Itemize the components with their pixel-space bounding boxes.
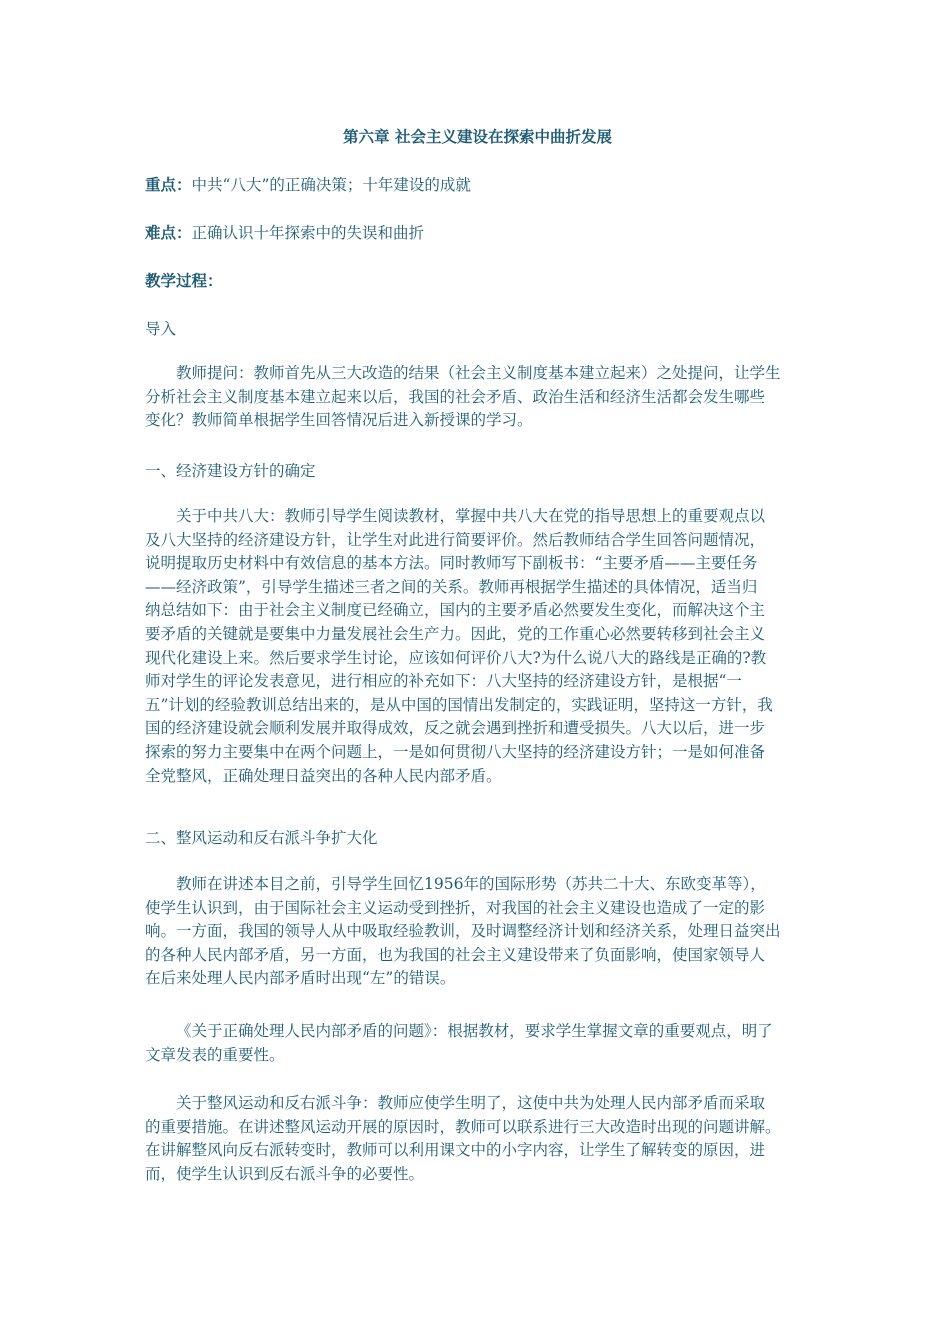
- difficulties-line: [145, 222, 810, 244]
- paragraph-line: 响。一方面，我国的领导人从中吸取经验教训，及时调整经济计划和经济关系，处理日益突出: [145, 922, 781, 941]
- difficulties-text: 正确认识十年探索中的失误和曲折: [191, 224, 425, 242]
- paragraph-line: 关于中共八大：教师引导学生阅读教材，掌握中共八大在党的指导思想上的重要观点以: [176, 507, 766, 525]
- section2-paragraph-3: [145, 1092, 813, 1186]
- paragraph-line: 使学生认识到，由于国际社会主义运动受到挫折，对我国的社会主义建设也造成了一定的影: [145, 898, 766, 917]
- paragraph-line: 在讲解整风向反右派转变时，教师可以利用课文中的小字内容，让学生了解转变的原因，进: [145, 1141, 766, 1160]
- paragraph-line: 现代化建设上来。然后要求学生讨论，应该如何评价八大?为什么说八大的路线是正确的?教: [145, 648, 767, 667]
- chapter-title: 第六章 社会主义建设在探索中曲折发展: [343, 128, 612, 146]
- section2-paragraph-2: [145, 1020, 813, 1067]
- paragraph-line: 的重要措施。在讲述整风运动开展的原因时，教师可以联系进行三大改造时出现的问题讲解。: [145, 1117, 781, 1136]
- paragraph-line: 纳总结如下：由于社会主义制度已经确立，国内的主要矛盾必然要发生变化，而解决这个主: [145, 601, 766, 620]
- paragraph-line: 探索的努力主要集中在两个问题上，一是如何贯彻八大坚持的经济建设方针；一是如何准备: [145, 742, 766, 761]
- section1-paragraph: [145, 505, 813, 788]
- process-heading: 教学过程：: [145, 272, 223, 290]
- paragraph-line: 变化？教师简单根据学生回答情况后进入新授课的学习。: [145, 411, 533, 430]
- key-points-text: 中共“八大”的正确决策；十年建设的成就: [191, 176, 471, 194]
- paragraph-line: 的各种人民内部矛盾，另一方面，也为我国的社会主义建设带来了负面影响，使国家领导人: [145, 945, 766, 964]
- intro-paragraph: [145, 362, 813, 433]
- paragraph-line: 全党整风，正确处理日益突出的各种人民内部矛盾。: [145, 766, 502, 785]
- section1-heading: 一、经济建设方针的确定: [145, 462, 316, 480]
- paragraph-line: 文章发表的重要性。: [145, 1045, 285, 1064]
- paragraph-line: 说明提取历史材料中有效信息的基本方法。同时教师写下副板书：“主要矛盾——主要任务: [145, 554, 758, 573]
- key-points-label: 重点：: [145, 176, 192, 194]
- paragraph-line: 五”计划的经验教训总结出来的，是从中国的国情出发制定的，实践证明，坚持这一方针，我: [145, 695, 773, 714]
- difficulties-label: 难点：: [145, 224, 192, 242]
- paragraph-line: 关于整风运动和反右派斗争：教师应使学生明了，这使中共为处理人民内部矛盾而采取: [176, 1094, 766, 1112]
- paragraph-line: 《关于正确处理人民内部矛盾的问题》：根据教材，要求学生掌握文章的重要观点，明了: [176, 1022, 773, 1040]
- paragraph-line: 在后来处理人民内部矛盾时出现“左”的错误。: [145, 969, 456, 988]
- key-points-line: [145, 174, 810, 196]
- paragraph-line: 而，使学生认识到反右派斗争的必要性。: [145, 1164, 425, 1183]
- paragraph-line: 教师提问：教师首先从三大改造的结果（社会主义制度基本建立起来）之处提问，让学生: [176, 364, 781, 382]
- intro-heading: 导入: [145, 320, 177, 338]
- section2-paragraph-1: [145, 873, 813, 991]
- section2-heading: 二、整风运动和反右派斗争扩大化: [145, 829, 378, 847]
- paragraph-line: 师对学生的评论发表意见，进行相应的补充如下：八大坚持的经济建设方针，是根据“一: [145, 672, 742, 691]
- paragraph-line: 分析社会主义制度基本建立起来以后，我国的社会矛盾、政治生活和经济生活都会发生哪些: [145, 387, 766, 406]
- paragraph-line: 国的经济建设就会顺利发展并取得成效，反之就会遇到挫折和遭受损失。八大以后，进一步: [145, 719, 766, 738]
- paragraph-line: 教师在讲述本目之前，引导学生回忆1956年的国际形势（苏共二十大、东欧变革等），: [176, 875, 766, 893]
- paragraph-line: 要矛盾的关键就是要集中力量发展社会生产力。因此，党的工作重心必然要转移到社会主义: [145, 624, 766, 643]
- paragraph-line: ——经济政策”，引导学生描述三者之间的关系。教师再根据学生描述的具体情况，适当归: [145, 577, 758, 596]
- paragraph-line: 及八大坚持的经济建设方针，让学生对此进行简要评价。然后教师结合学生回答问题情况，: [145, 530, 766, 549]
